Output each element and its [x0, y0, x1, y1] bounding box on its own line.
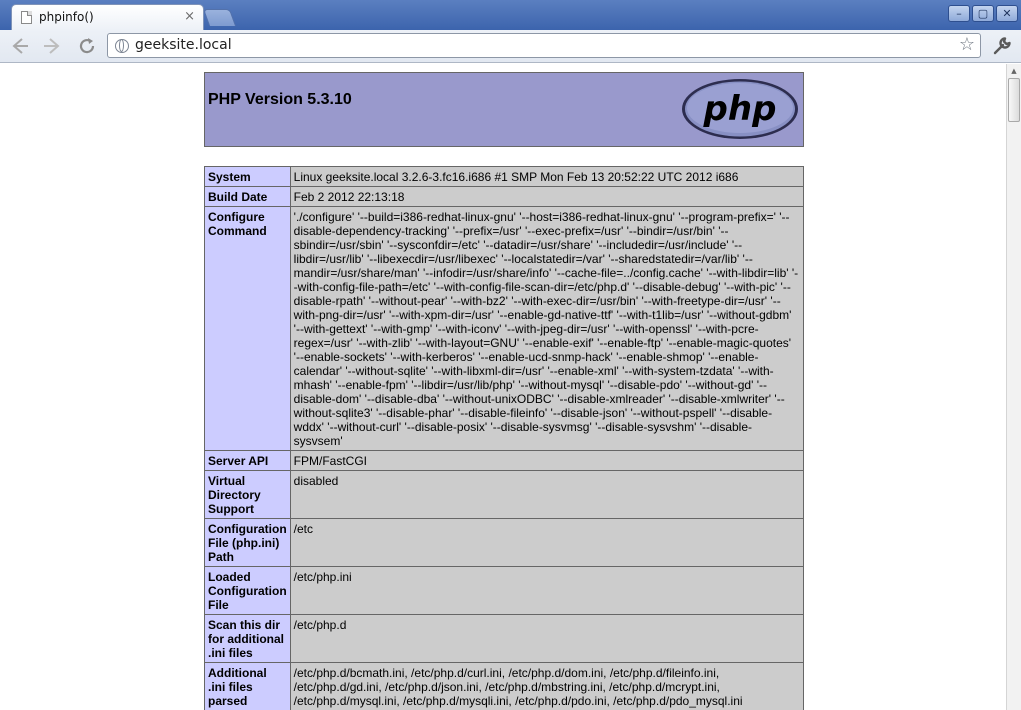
globe-icon: [115, 39, 129, 53]
row-value: Linux geeksite.local 3.2.6-3.fc16.i686 #1 SMP Mon Feb 13 20:52:22 UTC 2012 i686: [290, 167, 803, 187]
php-logo: [680, 77, 800, 141]
new-tab-button[interactable]: [203, 9, 236, 26]
row-label: Scan this dir for additional .ini files: [205, 615, 291, 663]
back-icon[interactable]: [7, 35, 31, 57]
row-value: disabled: [290, 471, 803, 519]
table-row: [205, 663, 804, 710]
row-label: System: [205, 167, 291, 187]
scroll-thumb[interactable]: [1008, 78, 1020, 122]
row-value: './configure' '--build=i386-redhat-linux-gnu' '--host=i386-redhat-linux-gnu' '--program-prefix=' '--disable-dependency-tracking' '--prefix=/usr' '--exec-prefix=/usr' '--bindir=/usr/bin' '--sbindir=/usr/sbin' '--sysconfdir=/etc' '--datadir=/usr/share' '--includedir=/usr/include' '--libdir=/usr/lib' '--libexecdir=/usr/libexec' '--localstatedir=/var' '--sharedstatedir=/var/lib' '--mandir=/usr/share/man' '--infodir=/usr/share/info' '--cache-file=../config.cache' '--with-libdir=lib' '--with-config-file-path=/etc' '--with-config-file-scan-dir=/etc/php.d' '--disable-debug' '--with-pic' '--disable-rpath' '--without-pear' '--with-bz2' '--with-exec-dir=/usr/bin' '--with-freetype-dir=/usr' '--with-png-dir=/usr' '--with-xpm-dir=/usr' '--enable-gd-native-ttf' '--with-t1lib=/usr' '--without-gdbm' '--with-gettext' '--with-gmp' '--with-iconv' '--with-jpeg-dir=/usr' '--with-openssl' '--with-pcre-regex=/usr' '--with-zlib' '--with-layout=GNU' '--enable-exif' '--enable-ftp' '--enable-magic-quotes' '--enable-sockets' '--with-kerberos' '--enable-ucd-snmp-hack' '--enable-shmop' '--enable-calendar' '--without-sqlite' '--with-libxml-dir=/usr' '--enable-xml' '--with-system-tzdata' '--with-mhash' '--enable-fpm' '--libdir=/usr/lib/php' '--without-mysql' '--disable-pdo' '--without-gd' '--disable-dom' '--disable-dba' '--without-unixODBC' '--disable-xmlreader' '--disable-xmlwriter' '--without-sqlite3' '--disable-phar' '--disable-fileinfo' '--disable-json' '--without-pspell' '--disable-wddx' '--without-curl' '--disable-posix' '--disable-sysvmsg' '--disable-sysvshm' '--disable-sysvsem': [290, 207, 803, 451]
vertical-scrollbar[interactable]: [1006, 64, 1021, 710]
window-titlebar: [0, 0, 1021, 30]
row-value: /etc/php.d: [290, 615, 803, 663]
address-bar[interactable]: [107, 33, 981, 58]
row-label: Configure Command: [205, 207, 291, 451]
wrench-menu-icon[interactable]: [991, 36, 1013, 58]
close-window-button[interactable]: ✕: [996, 5, 1018, 22]
table-row: [205, 567, 804, 615]
row-label: Virtual Directory Support: [205, 471, 291, 519]
row-value: Feb 2 2012 22:13:18: [290, 187, 803, 207]
row-label: Configuration File (php.ini) Path: [205, 519, 291, 567]
bookmark-star-icon[interactable]: ☆: [958, 34, 975, 55]
php-logo-text: php: [703, 89, 777, 129]
url-text[interactable]: geeksite.local: [135, 37, 232, 53]
row-label: Additional .ini files parsed: [205, 663, 291, 710]
tab-title: phpinfo(): [39, 10, 94, 24]
page-viewport: [0, 64, 1006, 710]
minimize-button[interactable]: –: [948, 5, 970, 22]
php-info-table: [204, 166, 804, 710]
row-value: /etc/php.d/bcmath.ini, /etc/php.d/curl.ini, /etc/php.d/dom.ini, /etc/php.d/fileinfo.ini, /etc/php.d/gd.ini, /etc/php.d/json.ini, /etc/php.d/mbstring.ini, /etc/php.d/mcrypt.ini, /etc/php.d/mysql.ini, /etc/php.d/mysqli.ini, /etc/php.d/pdo.ini, /etc/php.d/pdo_mysql.ini: [290, 663, 803, 710]
close-tab-icon[interactable]: ×: [184, 9, 195, 24]
table-row: [205, 615, 804, 663]
row-label: Build Date: [205, 187, 291, 207]
browser-toolbar: [0, 30, 1021, 63]
table-row: [205, 519, 804, 567]
table-row: [205, 187, 804, 207]
reload-icon[interactable]: [75, 35, 99, 57]
row-label: Loaded Configuration File: [205, 567, 291, 615]
row-label: Server API: [205, 451, 291, 471]
table-row: [205, 207, 804, 451]
table-row: [205, 451, 804, 471]
page-title: PHP Version 5.3.10: [208, 91, 352, 108]
forward-icon[interactable]: [41, 35, 65, 57]
table-row: [205, 167, 804, 187]
page-icon: [21, 11, 32, 24]
scroll-up-arrow-icon[interactable]: ▲: [1011, 67, 1017, 75]
php-header: [204, 72, 804, 147]
table-row: [205, 471, 804, 519]
row-value: /etc: [290, 519, 803, 567]
row-value: FPM/FastCGI: [290, 451, 803, 471]
row-value: /etc/php.ini: [290, 567, 803, 615]
tab-phpinfo[interactable]: [11, 4, 204, 30]
maximize-button[interactable]: ▢: [972, 5, 994, 22]
